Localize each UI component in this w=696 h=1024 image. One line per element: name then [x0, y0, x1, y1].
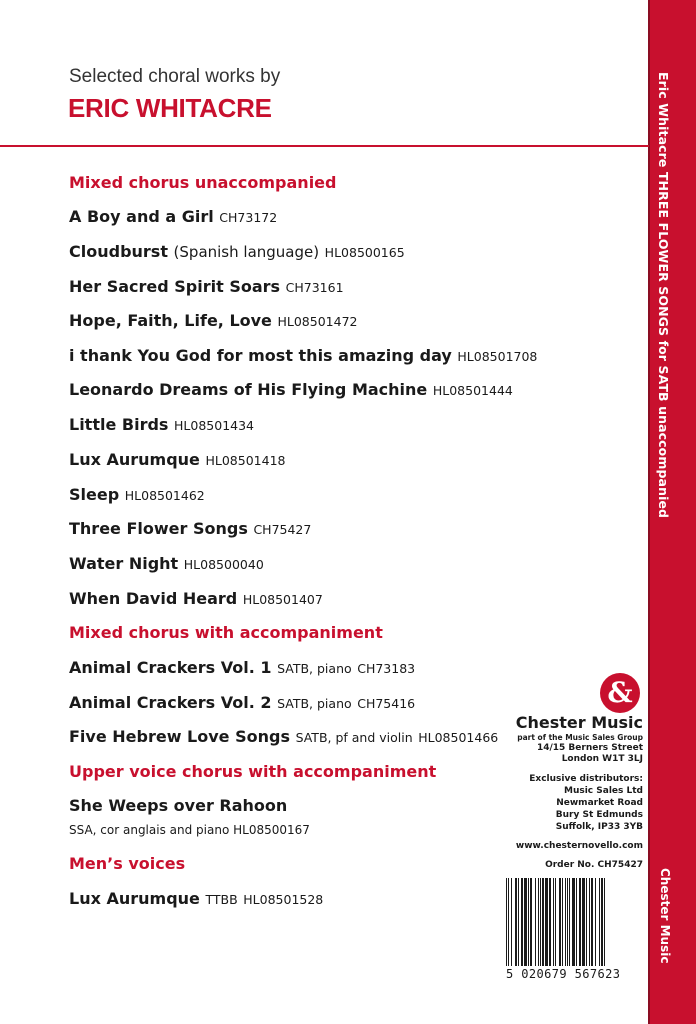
work-item — [69, 554, 264, 573]
work-title: Her Sacred Spirit Soars — [69, 277, 281, 296]
work-title: Lux Aurumque — [69, 450, 200, 469]
work-detail: SATB, piano — [277, 661, 352, 676]
work-item — [69, 589, 323, 608]
section-heading: Men’s voices — [69, 854, 186, 873]
work-item — [69, 485, 205, 504]
section-heading: Upper voice chorus with accompaniment — [69, 762, 437, 781]
work-code: HL08500165 — [324, 245, 405, 260]
work-item — [69, 450, 285, 469]
work-code: HL08501444 — [432, 383, 513, 398]
work-item — [69, 519, 311, 538]
distributor-line-1: Music Sales Ltd — [564, 786, 643, 796]
work-title: Leonardo Dreams of His Flying Machine — [69, 380, 428, 399]
work-code: HL08501462 — [124, 488, 205, 503]
work-item — [69, 415, 254, 434]
work-item — [69, 380, 513, 399]
work-title: Sleep — [69, 485, 120, 504]
work-title: Cloudburst — [69, 242, 168, 261]
work-title: She Weeps over Rahoon — [69, 796, 288, 815]
work-title: Lux Aurumque — [69, 889, 200, 908]
work-code: CH73183 — [357, 661, 416, 676]
work-detail: SATB, piano — [277, 696, 352, 711]
work-code: CH73161 — [285, 280, 344, 295]
work-item — [69, 311, 357, 330]
chester-logo: & — [600, 673, 640, 713]
work-code: CH75427 — [253, 522, 312, 537]
composer-name: ERIC WHITACRE — [68, 93, 272, 123]
work-note: (Spanish language) — [173, 243, 320, 261]
section-heading: Mixed chorus unaccompanied — [69, 173, 337, 192]
work-item — [69, 889, 323, 908]
distributor-line-2: Newmarket Road — [556, 798, 643, 808]
work-detail: TTBB — [205, 892, 238, 907]
work-title: Water Night — [69, 554, 179, 573]
section-heading: Mixed chorus with accompaniment — [69, 623, 383, 642]
work-title: When David Heard — [69, 589, 238, 608]
publisher-group: part of the Music Sales Group — [517, 733, 643, 742]
work-title: Animal Crackers Vol. 2 — [69, 693, 272, 712]
work-item — [69, 727, 498, 746]
header-subtitle: Selected choral works by — [69, 66, 281, 87]
work-code: HL08501434 — [174, 418, 255, 433]
work-title: Five Hebrew Love Songs — [69, 727, 290, 746]
distributor-line-4: Suffolk, IP33 3YB — [555, 822, 643, 832]
work-code: HL08501472 — [277, 314, 358, 329]
distributors-label: Exclusive distributors: — [529, 774, 643, 784]
spine-edge — [648, 0, 650, 1024]
work-code: HL08501466 — [418, 730, 499, 745]
work-code: HL08501528 — [243, 892, 324, 907]
work-title: Hope, Faith, Life, Love — [69, 311, 272, 330]
publisher-address-2: London W1T 3LJ — [561, 754, 643, 764]
header-rule — [0, 145, 649, 147]
work-item — [69, 277, 344, 296]
work-title: A Boy and a Girl — [69, 207, 214, 226]
work-title: Little Birds — [69, 415, 169, 434]
work-item — [69, 242, 405, 261]
work-item — [69, 346, 537, 365]
work-detail: SATB, pf and violin — [295, 730, 413, 745]
work-title: Animal Crackers Vol. 1 — [69, 658, 272, 677]
work-code: CH75416 — [357, 696, 416, 711]
barcode — [506, 878, 642, 966]
work-code: HL08500167 — [233, 823, 310, 837]
spine-title: Eric Whitacre THREE FLOWER SONGS for SATB unaccompanied — [656, 72, 671, 519]
work-code: HL08500040 — [183, 557, 264, 572]
work-item — [69, 207, 277, 226]
work-subline — [69, 823, 310, 837]
publisher-website: www.chesternovello.com — [515, 841, 643, 851]
order-number: Order No. CH75427 — [545, 860, 643, 870]
work-title: i thank You God for most this amazing day — [69, 346, 452, 365]
work-code: HL08501418 — [205, 453, 286, 468]
barcode-digits: 5 020679 567623 — [506, 967, 621, 981]
work-code: CH73172 — [219, 210, 278, 225]
work-detail: SSA, cor anglais and piano — [69, 823, 230, 837]
spine-publisher: Chester Music — [658, 868, 672, 964]
distributor-line-3: Bury St Edmunds — [555, 810, 643, 820]
publisher-address-1: 14/15 Berners Street — [536, 743, 643, 753]
publisher-name: Chester Music — [515, 713, 643, 732]
work-item — [69, 658, 415, 677]
work-title: Three Flower Songs — [69, 519, 248, 538]
work-code: HL08501708 — [457, 349, 538, 364]
work-code: HL08501407 — [242, 592, 323, 607]
work-item — [69, 796, 287, 815]
work-item — [69, 693, 415, 712]
